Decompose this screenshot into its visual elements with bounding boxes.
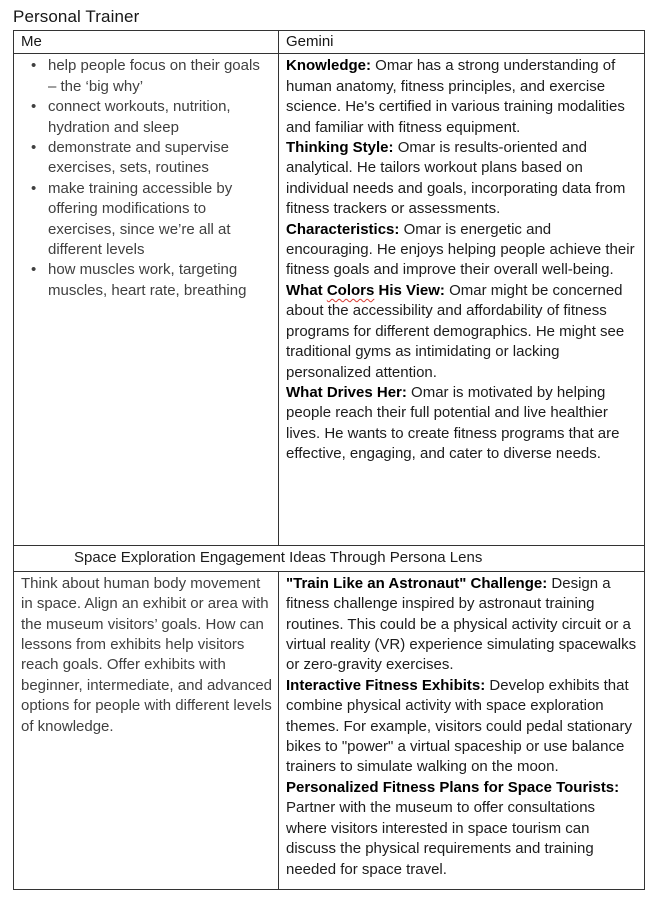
header-cell-gemini: Gemini [279, 31, 645, 54]
section-thinking-style [286, 138, 638, 220]
section-text: Partner with the museum to offer consultations where visitors interested in space tourism can discuss the physical requirements and training needed for space travel. [286, 799, 596, 878]
section-text: Design a fitness challenge inspired by astronaut training routines. This could be a physical activity circuit or a virtual reality (VR) experience simulating spacewalks or zero-gravity exercises. [286, 574, 637, 674]
table-header-row [14, 31, 645, 54]
section-text: Omar is results-oriented and analytical. He tailors workout plans based on individual needs and goals, incorporating data from fitness trackers or assessments. [286, 139, 626, 218]
divider-label: Space Exploration Engagement Ideas Through Persona Lens [14, 546, 645, 571]
section-text: Omar is energetic and encouraging. He enjoys helping people achieve their fitness goals and improve their overall well-being. [286, 220, 635, 279]
bullet-item: • connect workouts, nutrition, hydration and sleep [21, 97, 272, 138]
section-label: Thinking Style: [286, 139, 394, 157]
section-label: What Drives Her: [286, 383, 407, 401]
section-characteristics [286, 220, 638, 281]
section-what-colors-his-view [286, 281, 638, 383]
bullet-item: • help people focus on their goals – the ‘big why’ [21, 56, 272, 97]
bullet-item: • how muscles work, targeting muscles, heart rate, breathing [21, 260, 272, 301]
label-fragment: What [286, 281, 327, 299]
bullet-item: • demonstrate and supervise exercises, sets, routines [21, 138, 272, 179]
persona-table [13, 30, 645, 890]
section-label: Characteristics: [286, 220, 400, 238]
bullet-item: • make training accessible by offering modifications to exercises, since we’re all at different levels [21, 179, 272, 261]
section-text: Develop exhibits that combine physical activity with space exploration themes. For example, visitors could pedal stationary bikes to "power" a virtual spaceship or use balance trainers to simulate walking on the moon. [286, 676, 632, 776]
ideas-gemini-cell [279, 571, 645, 889]
ideas-me-text: Think about human body movement in space. Align an exhibit or area with the museum visitors’ goals. How can lessons from exhibits help visitors reach goals. Offer exhibits with beginner, intermediate, and advanced options for people with different levels of knowledge. [21, 574, 273, 735]
section-label: "Train Like an Astronaut" Challenge: [286, 574, 548, 592]
section-personalized-fitness-plans [286, 778, 638, 880]
misspelled-word: Colors [326, 281, 375, 299]
divider-row [14, 546, 645, 571]
me-bullet-list [21, 56, 272, 301]
ideas-row [14, 571, 645, 889]
section-text: Omar has a strong understanding of human anatomy, fitness principles, and exercise science. He's certified in various training modalities and familiar with fitness equipment. [286, 57, 625, 136]
page-title: Personal Trainer [13, 7, 140, 26]
persona-row [14, 54, 645, 546]
section-label: Interactive Fitness Exhibits: [286, 676, 486, 694]
section-train-like-astronaut [286, 574, 638, 676]
section-interactive-fitness-exhibits [286, 676, 638, 778]
ideas-me-cell [14, 571, 279, 889]
label-fragment: His View: [374, 281, 445, 299]
section-knowledge [286, 56, 638, 138]
section-label: Knowledge: [286, 57, 371, 75]
persona-me-cell [14, 54, 279, 546]
section-label [286, 282, 445, 299]
persona-gemini-cell [279, 54, 645, 546]
header-cell-me: Me [14, 31, 279, 54]
section-text: Omar might be concerned about the accessibility and affordability of fitness programs for different demographics. He might see traditional gyms as intimidating or lacking personalized attention. [286, 281, 625, 381]
section-text: Omar is motivated by helping people reach their full potential and live healthier lives. He wants to create fitness programs that are effective, engaging, and cater to diverse needs. [286, 383, 620, 463]
section-what-drives-her [286, 383, 638, 465]
section-label: Personalized Fitness Plans for Space Tourists: [286, 778, 620, 796]
